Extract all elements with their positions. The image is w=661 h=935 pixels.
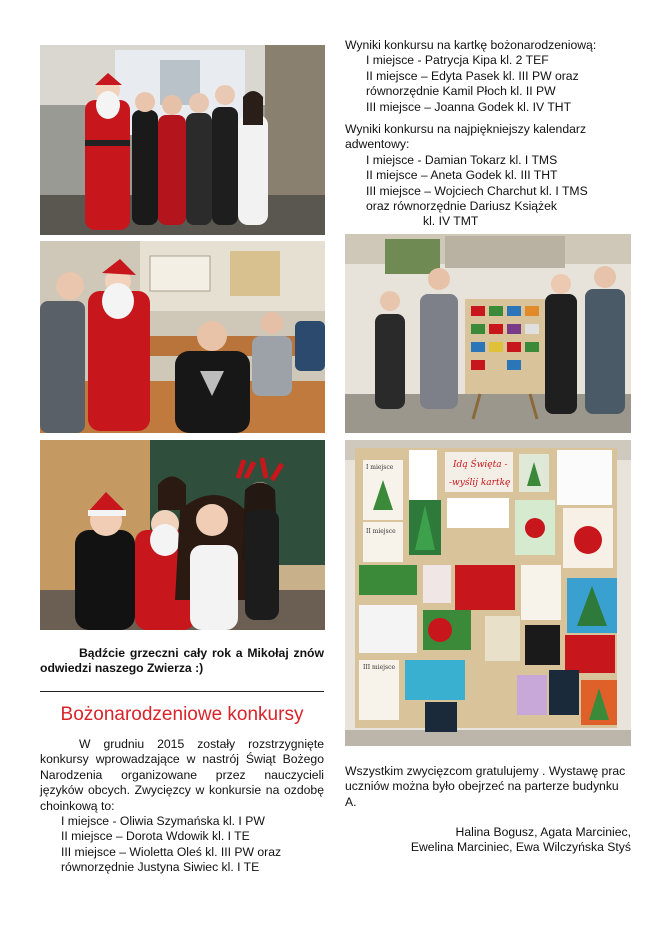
results-calendar-block	[345, 122, 635, 230]
results-calendar-title: Wyniki konkursu na najpiękniejszy kalendarz	[345, 122, 587, 136]
photo-santa-in-classroom	[40, 241, 325, 433]
section-paragraph: W grudniu 2015 zostały rozstrzygnięte konkursy wprowadzające w nastrój Świąt Bożego Narodzenia organizowane przez nauczycieli języków obcych. Zwycięzcy w konkursie na ozdobę choinkową to:	[40, 737, 324, 813]
results-calendar-line: oraz równorzędnie Dariusz Książek	[366, 199, 558, 214]
authors-block	[345, 825, 631, 856]
ornament-result-line: III miejsce – Wioletta Oleś kl. III PW oraz	[61, 844, 282, 859]
ornament-result-line: równorzędnie Justyna Siwiec kl. I TE	[61, 860, 260, 875]
board-label-place-3: III miejsce	[363, 664, 396, 671]
ornament-result-line: I miejsce - Oliwia Szymańska kl. I PW	[61, 814, 265, 829]
board-label-ida-swieta: Idą Święta -	[453, 460, 508, 470]
authors-line: Ewelina Marciniec, Ewa Wilczyńska Styś	[410, 840, 631, 855]
photo-christmas-card-board	[345, 440, 631, 746]
section-title: Bożonarodzeniowe konkursy	[60, 704, 304, 725]
photo-santa-with-students	[40, 45, 325, 235]
results-card-line: III miejsce – Joanna Godek kl. IV THT	[366, 99, 572, 114]
results-calendar-line: III miejsce – Wojciech Charchut kl. I TMS	[366, 183, 588, 198]
authors-line: Halina Bogusz, Agata Marciniec,	[455, 825, 631, 839]
results-calendar-line: II miejsce – Aneta Godek kl. III THT	[366, 168, 558, 183]
results-card-line: równorzędnie Kamil Płoch kl. II PW	[366, 84, 556, 99]
results-calendar-line: I miejsce - Damian Tokarz kl. I TMS	[366, 152, 558, 167]
section-divider	[40, 691, 324, 692]
section-body	[40, 737, 324, 876]
photo-caption: Bądźcie grzeczni cały rok a Mikołaj znów odwiedzi naszego Zwierza :)	[40, 646, 324, 676]
board-label-place-2: II miejsce	[366, 528, 396, 535]
results-card-line: II miejsce – Edyta Pasek kl. III PW oraz	[366, 68, 579, 83]
board-label-wyslij-kartke: -wyślij kartkę	[449, 478, 511, 488]
photo-girls-with-santa	[40, 440, 325, 630]
results-card-block	[345, 38, 635, 115]
results-calendar-line: kl. IV TMT	[423, 214, 479, 229]
photo-students-at-exhibition	[345, 234, 631, 433]
congratulations-text: Wszystkim zwycięzcom gratulujemy . Wystawę prac uczniów można było obejrzeć na parterze budynku A.	[345, 764, 626, 809]
board-label-place-1: I miejsce	[366, 464, 394, 471]
ornament-result-line: II miejsce – Dorota Wdowik kl. I TE	[61, 829, 250, 844]
results-calendar-title-cont: adwentowy:	[345, 137, 410, 152]
results-card-line: I miejsce - Patrycja Kipa kl. 2 TEF	[366, 53, 549, 68]
results-card-title: Wyniki konkursu na kartkę bożonarodzeniową:	[345, 38, 597, 52]
